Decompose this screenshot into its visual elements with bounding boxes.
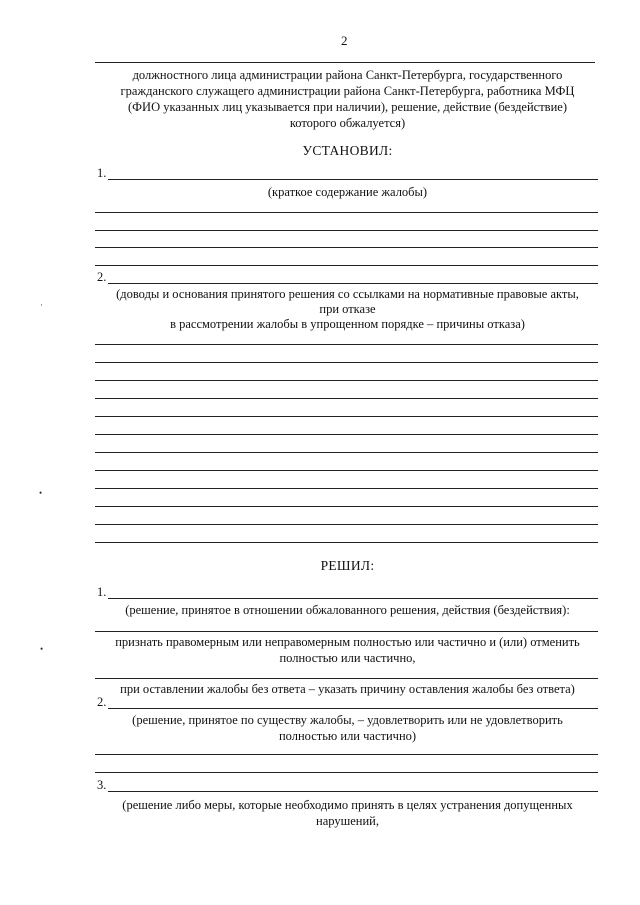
- ustanovil-item2-caption-1: (доводы и основания принятого решения со ссылками на нормативные правовые акты,: [116, 287, 579, 301]
- fill-line: [108, 283, 598, 284]
- fill-line: [95, 488, 598, 489]
- header-line-1: должностного лица администрации района Санкт-Петербурга, государственного: [132, 68, 563, 82]
- fill-line: [95, 247, 598, 248]
- ustanovil-item2-caption-3: в рассмотрении жалобы в упрощенном порядке – причины отказа): [170, 317, 525, 331]
- fill-line: [108, 179, 598, 180]
- fill-line: [95, 434, 598, 435]
- fill-line: [95, 631, 598, 632]
- fill-line: [95, 265, 598, 266]
- reshil-item1-caption-line-2: полностью или частично,: [279, 651, 416, 665]
- scan-mark: •: [40, 644, 44, 654]
- fill-line: [95, 362, 598, 363]
- fill-line: [95, 230, 598, 231]
- reshil-item2-caption-2: полностью или частично): [278, 729, 417, 743]
- ustanovil-item2-number: 2.: [97, 270, 107, 284]
- header-line-4: которого обжалуется): [289, 116, 406, 130]
- fill-line: [95, 416, 598, 417]
- fill-line: [95, 452, 598, 453]
- fill-line: [108, 708, 598, 709]
- ustanovil-item2-caption-2: при отказе: [319, 302, 376, 316]
- scan-mark: •: [39, 488, 43, 498]
- reshil-item1-caption-end: при оставлении жалобы без ответа – указать причину оставления жалобы без ответа): [120, 682, 575, 696]
- reshil-item3-caption-2: нарушений,: [316, 814, 379, 828]
- header-line-3: (ФИО указанных лиц указывается при наличии), решение, действие (бездействие): [128, 100, 567, 114]
- fill-line: [95, 506, 598, 507]
- reshil-item3-caption-1: (решение либо меры, которые необходимо принять в целях устранения допущенных: [122, 798, 573, 812]
- fill-line: [95, 678, 598, 679]
- fill-line: [95, 772, 598, 773]
- fill-line: [95, 524, 598, 525]
- reshil-item1-caption-line-1: признать правомерным или неправомерным полностью или частично и (или) отменить: [115, 635, 580, 649]
- header-rule: [95, 62, 595, 63]
- reshil-item3-number: 3.: [97, 778, 107, 792]
- reshil-item2-number: 2.: [97, 695, 107, 709]
- fill-line: [95, 542, 598, 543]
- header-line-2: гражданского служащего администрации района Санкт-Петербурга, работника МФЦ: [120, 84, 575, 98]
- fill-line: [95, 398, 598, 399]
- reshil-item2-caption-1: (решение, принятое по существу жалобы, – удовлетворить или не удовлетворить: [132, 713, 563, 727]
- fill-line: [95, 344, 598, 345]
- ustanovil-item1-caption: (краткое содержание жалобы): [267, 185, 428, 199]
- reshil-item1-caption: (решение, принятое в отношении обжалованного решения, действия (бездействия):: [125, 603, 570, 617]
- reshil-item1-number: 1.: [97, 585, 107, 599]
- ustanovil-item1-number: 1.: [97, 166, 107, 180]
- page-number: 2: [341, 33, 348, 48]
- fill-line: [108, 791, 598, 792]
- reshil-heading: РЕШИЛ:: [320, 558, 375, 573]
- fill-line: [108, 598, 598, 599]
- fill-line: [95, 212, 598, 213]
- fill-line: [95, 380, 598, 381]
- fill-line: [95, 754, 598, 755]
- fill-line: [95, 470, 598, 471]
- ustanovil-heading: УСТАНОВИЛ:: [302, 143, 393, 158]
- scan-mark: ·: [40, 300, 43, 310]
